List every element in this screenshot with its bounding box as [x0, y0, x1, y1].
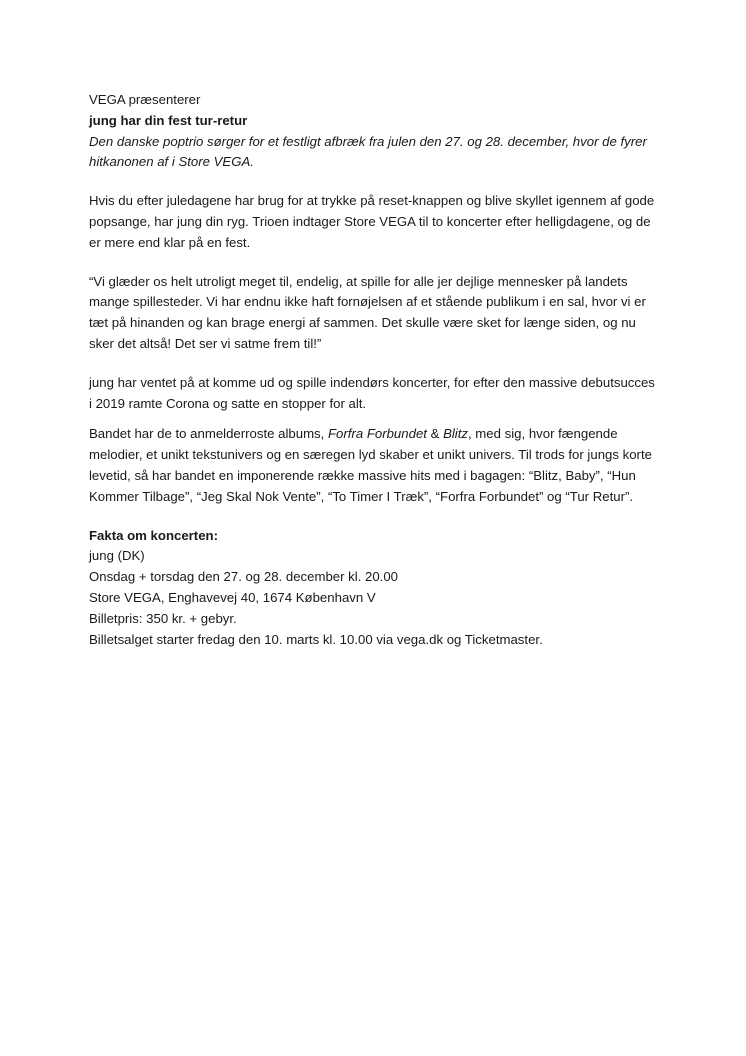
body-paragraph-3	[89, 424, 659, 507]
facts-heading: Fakta om koncerten:	[89, 527, 218, 543]
paragraph-3-conjunction: &	[426, 426, 444, 442]
album-blitz: Blitz	[443, 426, 468, 442]
quote-paragraph: “Vi glæder os helt utroligt meget til, endelig, at spille for alle jer dejlige mennesker på landets mange spillesteder. Vi har endnu ikke haft fornøjelsen af et stående publikum i en sal, hvor vi er tæt på hinanden og kan brage energi af sammen. Det skulle være sket for længe siden, og nu sker det altså! Det ser vi satme frem til!”	[89, 273, 646, 351]
paragraph-3-intro: Bandet har de to anmelderroste albums,	[89, 426, 328, 442]
facts-venue	[89, 588, 659, 609]
press-release	[89, 90, 659, 650]
venue-address: , Enghavevej 40, 1674 København V	[160, 589, 376, 605]
lead-paragraph: Den danske poptrio sørger for et festligt afbræk fra julen den 27. og 28. december, hvor de fyrer hitkanonen af i Store VEGA.	[89, 133, 647, 170]
facts-ticket-sale: Billetsalget starter fredag den 10. marts kl. 10.00 via vega.dk og Ticketmaster.	[89, 631, 543, 647]
facts-price: Billetpris: 350 kr. + gebyr.	[89, 610, 237, 626]
paragraph-3-rest: , med sig, hvor fængende melodier, et unikt tekstunivers og en særegen lyd skaber et unikt univers. Til trods for jungs korte levetid, så har bandet en imponerende række massive hits med i bagagen: “Blitz, Baby”, “Hun Kommer Tilbage”, “Jeg Skal Nok Vente”, “To Timer I Træk”, “Forfra Forbundet” og “Tur Retur”.	[89, 426, 652, 504]
presenter-line: VEGA præsenterer	[89, 92, 201, 107]
facts-artist: jung (DK)	[89, 548, 145, 564]
body-paragraph-2: jung har ventet på at komme ud og spille indendørs koncerter, for efter den massive debutsucces i 2019 ramte Corona og satte en stopper for alt.	[89, 374, 655, 411]
album-forfra-forbundet: Forfra Forbundet	[327, 426, 427, 442]
body-paragraph-1: Hvis du efter juledagene har brug for at trykke på reset-knappen og blive skyllet igennem af gode popsange, har jung din ryg. Trioen indtager Store VEGA til to koncerter efter helligdagene, og de er mere end klar på en fest.	[89, 193, 655, 250]
headline: jung har din fest tur-retur	[89, 112, 248, 128]
facts-date: Onsdag + torsdag den 27. og 28. december kl. 20.00	[89, 569, 399, 585]
venue-name: Store VEGA	[89, 589, 161, 605]
